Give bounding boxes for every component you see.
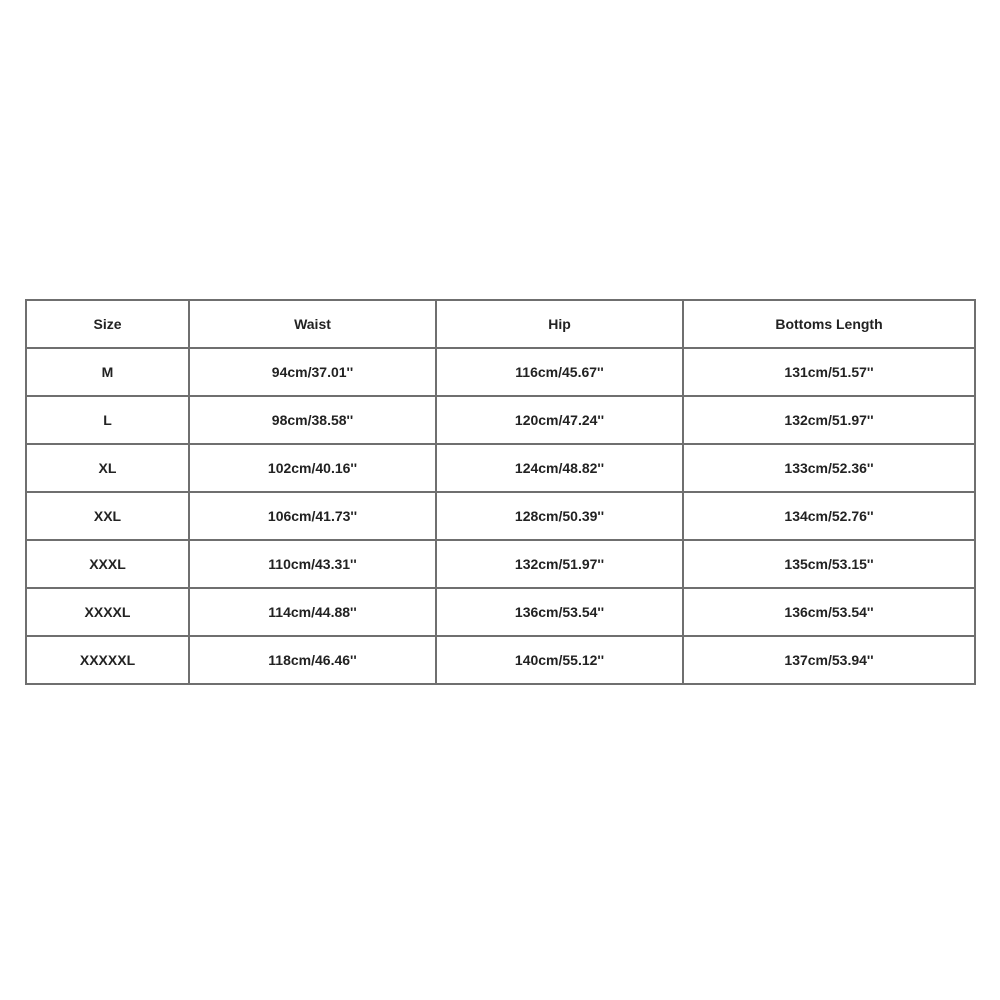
hip-cell: 132cm/51.97'' bbox=[436, 540, 683, 588]
size-cell: XL bbox=[26, 444, 189, 492]
table-row bbox=[26, 540, 975, 588]
header-hip: Hip bbox=[436, 300, 683, 348]
table-row bbox=[26, 396, 975, 444]
header-row bbox=[26, 300, 975, 348]
bottoms-length-cell: 136cm/53.54'' bbox=[683, 588, 975, 636]
waist-cell: 118cm/46.46'' bbox=[189, 636, 436, 684]
bottoms-length-cell: 132cm/51.97'' bbox=[683, 396, 975, 444]
hip-cell: 128cm/50.39'' bbox=[436, 492, 683, 540]
size-cell: XXXL bbox=[26, 540, 189, 588]
waist-cell: 114cm/44.88'' bbox=[189, 588, 436, 636]
waist-cell: 98cm/38.58'' bbox=[189, 396, 436, 444]
size-cell: M bbox=[26, 348, 189, 396]
size-cell: XXXXL bbox=[26, 588, 189, 636]
size-cell: XXL bbox=[26, 492, 189, 540]
size-cell: L bbox=[26, 396, 189, 444]
table-row bbox=[26, 588, 975, 636]
header-bottoms-length: Bottoms Length bbox=[683, 300, 975, 348]
table-row bbox=[26, 444, 975, 492]
hip-cell: 140cm/55.12'' bbox=[436, 636, 683, 684]
bottoms-length-cell: 135cm/53.15'' bbox=[683, 540, 975, 588]
size-chart-table bbox=[25, 299, 976, 685]
table-row bbox=[26, 348, 975, 396]
bottoms-length-cell: 137cm/53.94'' bbox=[683, 636, 975, 684]
header-size: Size bbox=[26, 300, 189, 348]
bottoms-length-cell: 131cm/51.57'' bbox=[683, 348, 975, 396]
waist-cell: 94cm/37.01'' bbox=[189, 348, 436, 396]
hip-cell: 116cm/45.67'' bbox=[436, 348, 683, 396]
waist-cell: 102cm/40.16'' bbox=[189, 444, 436, 492]
waist-cell: 110cm/43.31'' bbox=[189, 540, 436, 588]
bottoms-length-cell: 133cm/52.36'' bbox=[683, 444, 975, 492]
header-waist: Waist bbox=[189, 300, 436, 348]
table-row bbox=[26, 636, 975, 684]
hip-cell: 136cm/53.54'' bbox=[436, 588, 683, 636]
hip-cell: 124cm/48.82'' bbox=[436, 444, 683, 492]
bottoms-length-cell: 134cm/52.76'' bbox=[683, 492, 975, 540]
hip-cell: 120cm/47.24'' bbox=[436, 396, 683, 444]
table-row bbox=[26, 492, 975, 540]
waist-cell: 106cm/41.73'' bbox=[189, 492, 436, 540]
size-cell: XXXXXL bbox=[26, 636, 189, 684]
